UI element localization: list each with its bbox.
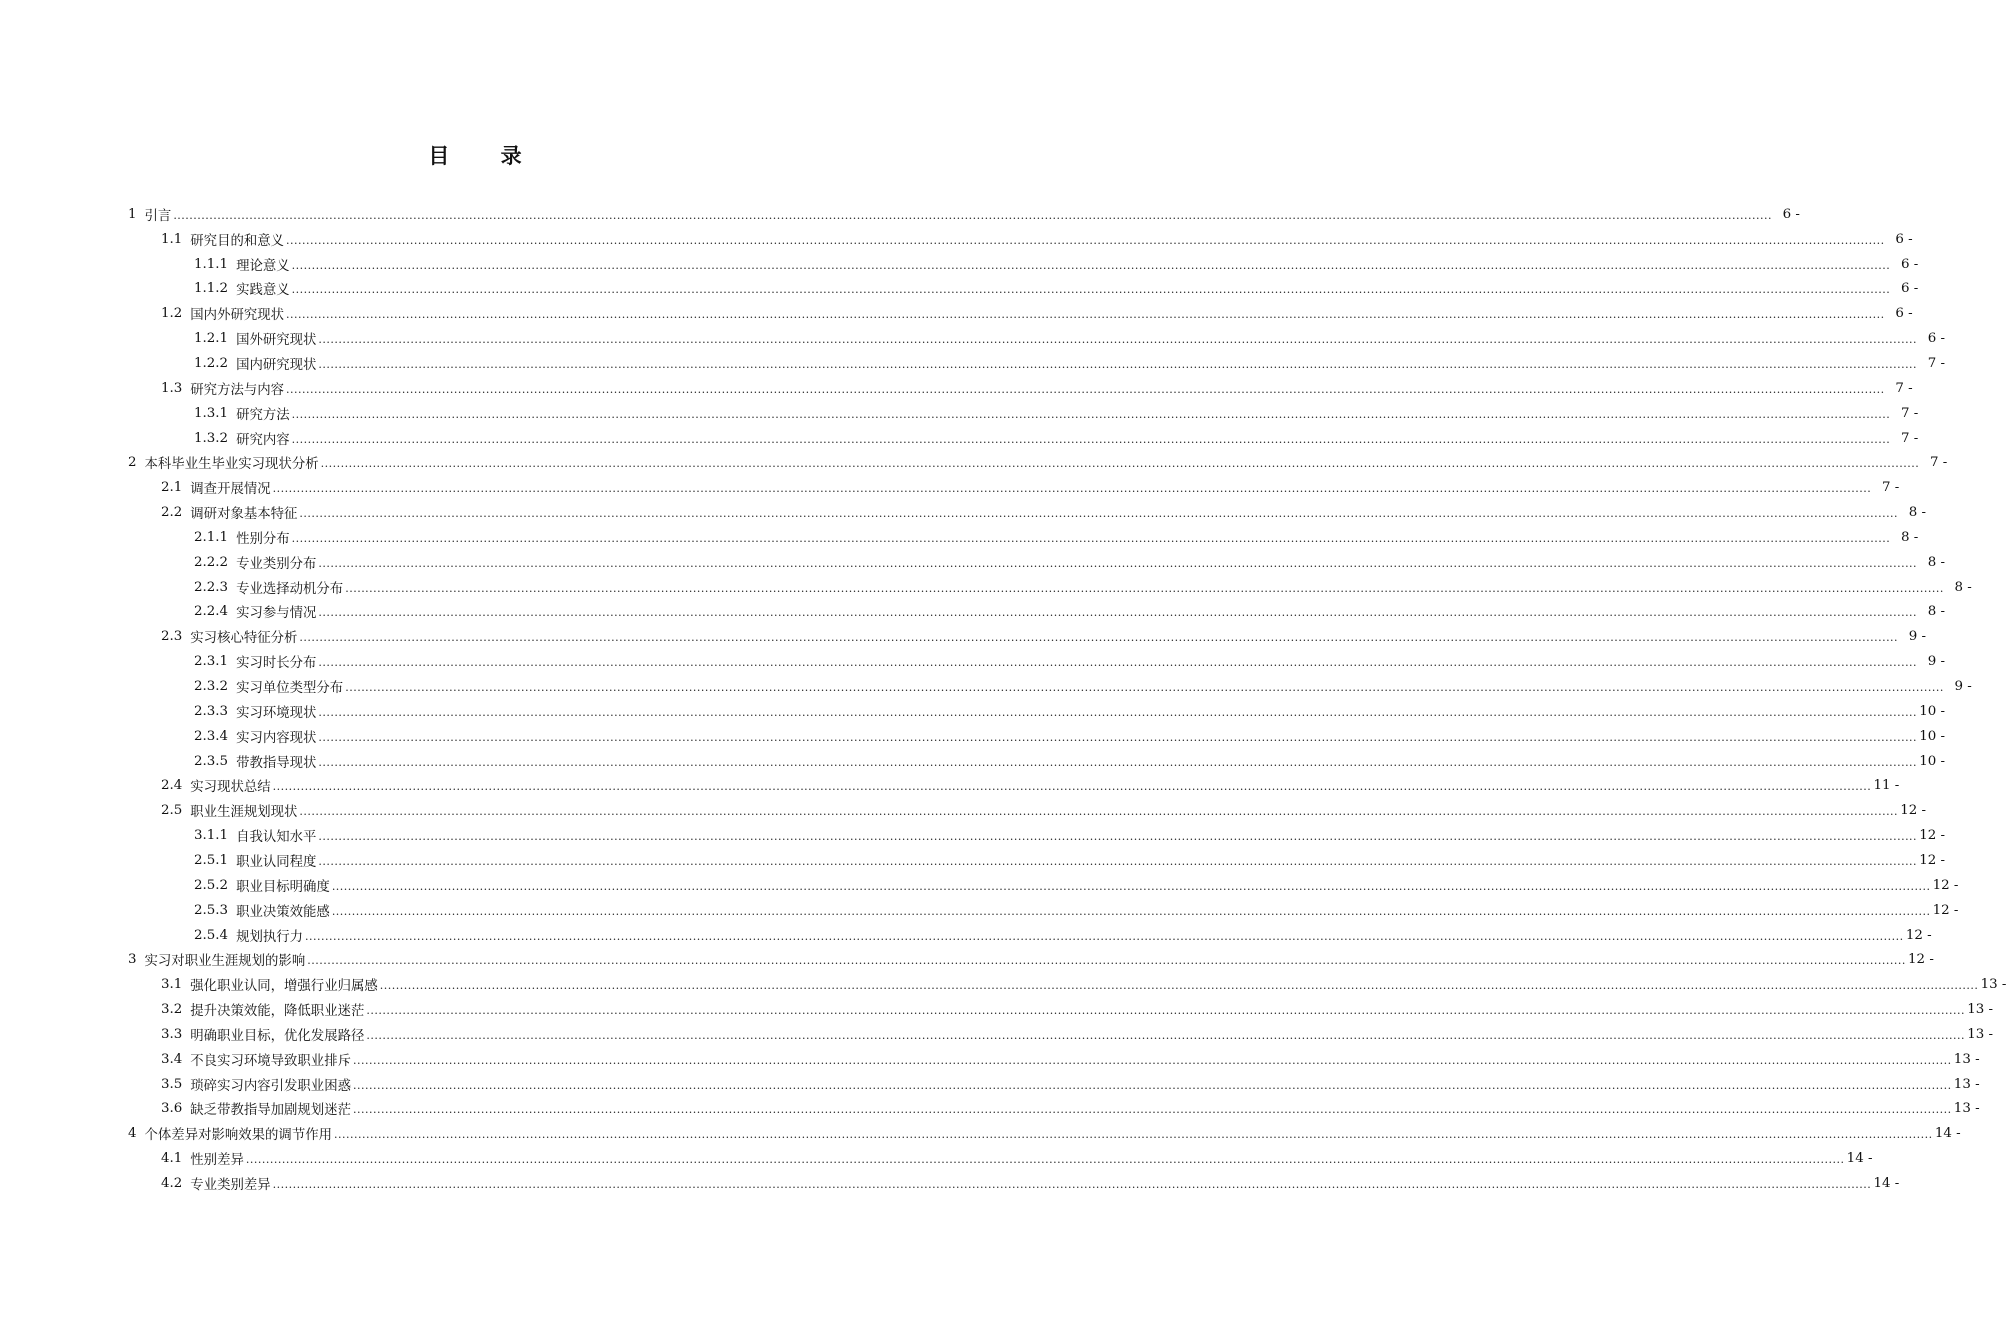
toc-entry[interactable]: [161, 376, 1913, 401]
toc-entry[interactable]: [161, 774, 1900, 799]
toc-dot-leader: ................................................................................................................................................................................................................................................................................................................................................................................................................: [299, 631, 1899, 645]
toc-entry-title: 明确职业目标，优化发展路径: [190, 1028, 365, 1044]
toc-dot-leader: ................................................................................................................................................................................................................................................................................................................................................................................................................: [272, 780, 1872, 794]
toc-entry[interactable]: [194, 923, 1932, 948]
toc-entry-number: 4: [128, 1126, 137, 1142]
toc-entry-number: 2.5: [161, 803, 183, 819]
toc-entry-page: 6 -: [1927, 331, 1946, 347]
toc-entry-page: 12 -: [1919, 852, 1946, 868]
toc-title: 目 录: [428, 144, 544, 168]
toc-entry-title: 职业目标明确度: [236, 879, 330, 895]
toc-dot-leader: ................................................................................................................................................................................................................................................................................................................................................................................................................: [291, 283, 1891, 297]
toc-entry-page: 12 -: [1932, 902, 1959, 918]
toc-entry-title: 国内外研究现状: [190, 308, 285, 324]
toc-dot-leader: ................................................................................................................................................................................................................................................................................................................................................................................................................: [299, 805, 1899, 819]
toc-entry[interactable]: [161, 475, 1900, 500]
toc-entry-number: 2.5.2: [194, 877, 229, 893]
toc-entry-title: 职业决策效能感: [236, 904, 330, 920]
toc-entry-page: 12 -: [1932, 877, 1959, 893]
toc-entry-title: 实习现状总结: [190, 780, 271, 796]
toc-entry-title: 实习参与情况: [236, 606, 317, 622]
toc-dot-leader: ................................................................................................................................................................................................................................................................................................................................................................................................................: [379, 979, 1979, 993]
toc-dot-leader: ................................................................................................................................................................................................................................................................................................................................................................................................................: [307, 954, 1906, 968]
toc-entry[interactable]: [161, 1171, 1900, 1196]
toc-entry-number: 1.2.2: [194, 355, 229, 371]
toc-dot-leader: ................................................................................................................................................................................................................................................................................................................................................................................................................: [366, 1028, 1966, 1042]
toc-entry-page: 8 -: [1900, 529, 1919, 545]
toc-entry-title: 性别分布: [236, 531, 290, 547]
toc-entry-number: 3: [128, 952, 137, 968]
toc-entry-title: 强化职业认同，增强行业归属感: [190, 979, 378, 995]
toc-entry-page: 9 -: [1954, 679, 1972, 695]
toc-entry-title: 调查开展情况: [190, 482, 271, 498]
toc-entry-title: 职业认同程度: [236, 854, 317, 870]
toc-entry-number: 2.3.2: [194, 679, 229, 695]
toc-entry-title: 本科毕业生毕业实习现状分析: [144, 457, 319, 473]
toc-entry[interactable]: [194, 873, 1959, 898]
toc-entry[interactable]: [194, 426, 1919, 451]
toc-entry-page: 14 -: [1934, 1126, 1961, 1142]
toc-entry[interactable]: [161, 798, 1927, 823]
toc-entry-number: 1.3.2: [194, 430, 229, 446]
toc-entry-title: 自我认知水平: [236, 830, 317, 846]
toc-entry-number: 3.4: [161, 1051, 183, 1067]
toc-entry-page: 6 -: [1895, 306, 1913, 322]
toc-entry-number: 2.4: [161, 778, 183, 794]
toc-entry-title: 专业选择动机分布: [236, 581, 344, 597]
toc-entry-number: 2.2: [161, 505, 183, 521]
toc-entry-page: 12 -: [1905, 927, 1932, 943]
toc-dot-leader: ................................................................................................................................................................................................................................................................................................................................................................................................................: [272, 1178, 1872, 1192]
toc-dot-leader: ................................................................................................................................................................................................................................................................................................................................................................................................................: [366, 1004, 1966, 1018]
toc-entry-page: 6 -: [1895, 231, 1913, 247]
toc-entry-page: 10 -: [1919, 728, 1946, 744]
toc-entry-title: 研究方法与内容: [190, 382, 285, 398]
toc-dot-leader: ................................................................................................................................................................................................................................................................................................................................................................................................................: [291, 432, 1891, 446]
toc-dot-leader: ................................................................................................................................................................................................................................................................................................................................................................................................................: [352, 1103, 1952, 1117]
toc-dot-leader: ................................................................................................................................................................................................................................................................................................................................................................................................................: [318, 854, 1918, 868]
toc-entry[interactable]: [194, 749, 1946, 774]
toc-entry-page: 13 -: [1953, 1101, 1980, 1117]
toc-entry-number: 3.1: [161, 977, 183, 993]
toc-entry[interactable]: [194, 351, 1946, 376]
toc-entry-page: 13 -: [1953, 1051, 1980, 1067]
toc-dot-leader: ................................................................................................................................................................................................................................................................................................................................................................................................................: [286, 308, 1885, 322]
toc-entry-page: 7 -: [1927, 355, 1946, 371]
toc-entry-number: 2.1: [161, 480, 183, 496]
toc-entry-number: 2.2.4: [194, 604, 229, 620]
toc-entry-number: 2.3.3: [194, 703, 229, 719]
toc-entry-number: 1.1.1: [194, 256, 229, 272]
toc-entry-number: 3.2: [161, 1002, 183, 1018]
toc-entry-title: 性别差异: [190, 1153, 244, 1169]
toc-entry-number: 3.1.1: [194, 828, 229, 844]
toc-entry[interactable]: [194, 724, 1946, 749]
toc-entry-page: 13 -: [1967, 1026, 1994, 1042]
toc-entry[interactable]: [194, 252, 1919, 277]
toc-entry-number: 1.1: [161, 231, 183, 247]
toc-entry-title: 研究方法: [236, 407, 290, 423]
toc-entry-title: 规划执行力: [236, 929, 304, 945]
toc-entry[interactable]: [194, 525, 1919, 550]
toc-entry-page: 7 -: [1881, 480, 1900, 496]
toc-dot-leader: ................................................................................................................................................................................................................................................................................................................................................................................................................: [318, 730, 1918, 744]
toc-entry-page: 8 -: [1908, 505, 1927, 521]
toc-entry-title: 调研对象基本特征: [190, 507, 298, 523]
toc-entry-title: 提升决策效能，降低职业迷茫: [190, 1004, 365, 1020]
toc-entry[interactable]: [161, 301, 1913, 326]
toc-entry-number: 2.3.1: [194, 654, 229, 670]
toc-dot-leader: ................................................................................................................................................................................................................................................................................................................................................................................................................: [291, 531, 1891, 545]
toc-entry-number: 1.1.2: [194, 281, 229, 297]
toc-entry-title: 专业类别差异: [190, 1178, 271, 1194]
toc-entry-page: 12 -: [1919, 828, 1946, 844]
toc-entry[interactable]: [161, 1146, 1873, 1171]
toc-dot-leader: ................................................................................................................................................................................................................................................................................................................................................................................................................: [345, 581, 1944, 595]
toc-entry-page: 7 -: [1900, 405, 1919, 421]
toc-dot-leader: ................................................................................................................................................................................................................................................................................................................................................................................................................: [331, 904, 1931, 918]
toc-entry[interactable]: [161, 997, 1994, 1022]
toc-dot-leader: ................................................................................................................................................................................................................................................................................................................................................................................................................: [318, 705, 1918, 719]
toc-entry-number: 2: [128, 455, 137, 471]
toc-entry[interactable]: [194, 550, 1946, 575]
toc-entry[interactable]: [128, 948, 1934, 973]
toc-dot-leader: ................................................................................................................................................................................................................................................................................................................................................................................................................: [318, 830, 1918, 844]
toc-entry-title: 实习核心特征分析: [190, 631, 298, 647]
toc-entry-number: 2.5.1: [194, 852, 229, 868]
toc-entry[interactable]: [194, 575, 1972, 600]
toc-entry-title: 不良实习环境导致职业排斥: [190, 1053, 351, 1069]
toc-entry-number: 1.3.1: [194, 405, 229, 421]
toc-entry-page: 8 -: [1927, 604, 1946, 620]
toc-entry-page: 8 -: [1927, 554, 1946, 570]
toc-dot-leader: ................................................................................................................................................................................................................................................................................................................................................................................................................: [345, 681, 1944, 695]
toc-entry-title: 实习环境现状: [236, 705, 317, 721]
toc-entry-number: 3.3: [161, 1026, 183, 1042]
toc-entry-number: 2.3.5: [194, 753, 229, 769]
toc-entry[interactable]: [194, 898, 1959, 923]
toc-entry[interactable]: [161, 1072, 1980, 1097]
toc-entry[interactable]: [194, 277, 1919, 302]
toc-entry-page: 14 -: [1873, 1176, 1900, 1192]
toc-dot-leader: ................................................................................................................................................................................................................................................................................................................................................................................................................: [320, 457, 1920, 471]
toc-dot-leader: ................................................................................................................................................................................................................................................................................................................................................................................................................: [305, 929, 1904, 943]
toc-entry-page: 6 -: [1900, 256, 1919, 272]
toc-entry-number: 2.2.3: [194, 579, 229, 595]
toc-entry-page: 10 -: [1919, 753, 1946, 769]
toc-entry-title: 国内研究现状: [236, 357, 317, 373]
toc-entry[interactable]: [194, 401, 1919, 426]
toc-entry[interactable]: [161, 227, 1913, 252]
toc-entry-number: 1.2: [161, 306, 183, 322]
toc-dot-leader: ................................................................................................................................................................................................................................................................................................................................................................................................................: [299, 507, 1899, 521]
toc-entry-number: 3.6: [161, 1101, 183, 1117]
toc-entry-number: 1.3: [161, 380, 183, 396]
toc-dot-leader: ................................................................................................................................................................................................................................................................................................................................................................................................................: [318, 357, 1918, 371]
toc-entry-number: 2.2.2: [194, 554, 229, 570]
toc-entry[interactable]: [194, 326, 1946, 351]
toc-entry-page: 8 -: [1954, 579, 1972, 595]
toc-entry-page: 13 -: [1967, 1002, 1994, 1018]
toc-entry-page: 6 -: [1900, 281, 1919, 297]
toc-entry-title: 专业类别分布: [236, 556, 317, 572]
toc-entry-number: 1: [128, 206, 137, 222]
toc-entry-page: 10 -: [1919, 703, 1946, 719]
toc-entry[interactable]: [194, 848, 1946, 873]
toc-entry-title: 缺乏带教指导加剧规划迷茫: [190, 1103, 351, 1119]
toc-entry-number: 2.3: [161, 629, 183, 645]
toc-entry[interactable]: [161, 972, 2006, 997]
toc-entry[interactable]: [161, 624, 1927, 649]
toc-entry-page: 11 -: [1873, 778, 1900, 794]
toc-entry-page: 6 -: [1782, 206, 1800, 222]
toc-entry-page: 12 -: [1908, 952, 1934, 968]
toc-entry-title: 理论意义: [236, 258, 290, 274]
toc-entry-page: 13 -: [1953, 1076, 1980, 1092]
toc-entry-page: 14 -: [1846, 1151, 1873, 1167]
toc-entry[interactable]: [161, 1022, 1994, 1047]
toc-dot-leader: ................................................................................................................................................................................................................................................................................................................................................................................................................: [291, 407, 1891, 421]
toc-entry-number: 1.2.1: [194, 331, 229, 347]
toc-entry-title: 研究内容: [236, 432, 290, 448]
toc-dot-leader: ................................................................................................................................................................................................................................................................................................................................................................................................................: [286, 233, 1885, 247]
toc-dot-leader: ................................................................................................................................................................................................................................................................................................................................................................................................................: [318, 656, 1918, 670]
toc-entry[interactable]: [128, 202, 1800, 227]
toc-entry[interactable]: [161, 1047, 1980, 1072]
toc-entry-title: 实习时长分布: [236, 656, 317, 672]
toc-dot-leader: ................................................................................................................................................................................................................................................................................................................................................................................................................: [272, 482, 1872, 496]
toc-dot-leader: ................................................................................................................................................................................................................................................................................................................................................................................................................: [318, 333, 1918, 347]
toc-entry-number: 2.5.4: [194, 927, 229, 943]
toc-entry-title: 实践意义: [236, 283, 290, 299]
toc-dot-leader: ................................................................................................................................................................................................................................................................................................................................................................................................................: [352, 1078, 1952, 1092]
toc-entry[interactable]: [161, 1097, 1980, 1122]
toc-entry-page: 9 -: [1927, 654, 1946, 670]
toc-entry-number: 4.2: [161, 1176, 183, 1192]
toc-entry-number: 4.1: [161, 1151, 183, 1167]
toc-entry[interactable]: [194, 600, 1946, 625]
toc-entry-number: 2.5.3: [194, 902, 229, 918]
toc-entry-title: 国外研究现状: [236, 333, 317, 349]
toc-entry-title: 引言: [144, 208, 172, 224]
toc-dot-leader: ................................................................................................................................................................................................................................................................................................................................................................................................................: [334, 1128, 1933, 1142]
toc-entry-title: 研究目的和意义: [190, 233, 285, 249]
toc-entry-page: 7 -: [1895, 380, 1913, 396]
toc-entry-page: 12 -: [1900, 803, 1927, 819]
toc-dot-leader: ................................................................................................................................................................................................................................................................................................................................................................................................................: [245, 1153, 1845, 1167]
toc-entry-page: 7 -: [1929, 455, 1948, 471]
toc-entry-number: 2.1.1: [194, 529, 229, 545]
toc-entry-title: 职业生涯规划现状: [190, 805, 298, 821]
toc-entry[interactable]: [194, 699, 1946, 724]
toc-entry-page: 9 -: [1908, 629, 1927, 645]
toc-dot-leader: ................................................................................................................................................................................................................................................................................................................................................................................................................: [318, 556, 1918, 570]
toc-entry-title: 实习内容现状: [236, 730, 317, 746]
toc-entry[interactable]: [128, 451, 1948, 476]
toc-entry[interactable]: [161, 500, 1927, 525]
toc-entry-number: 3.5: [161, 1076, 183, 1092]
toc-dot-leader: ................................................................................................................................................................................................................................................................................................................................................................................................................: [173, 208, 1772, 222]
toc-entry-number: 2.3.4: [194, 728, 229, 744]
toc-entry-title: 琐碎实习内容引发职业困惑: [190, 1078, 351, 1094]
toc-entry-title: 实习单位类型分布: [236, 681, 344, 697]
toc-entry-title: 个体差异对影响效果的调节作用: [144, 1128, 332, 1144]
toc-entry-title: 实习对职业生涯规划的影响: [144, 954, 306, 970]
toc-entry-title: 带教指导现状: [236, 755, 317, 771]
toc-dot-leader: ................................................................................................................................................................................................................................................................................................................................................................................................................: [286, 382, 1885, 396]
toc-entry[interactable]: [128, 1121, 1961, 1146]
toc-entry[interactable]: [194, 674, 1972, 699]
toc-dot-leader: ................................................................................................................................................................................................................................................................................................................................................................................................................: [352, 1053, 1952, 1067]
toc-dot-leader: ................................................................................................................................................................................................................................................................................................................................................................................................................: [291, 258, 1891, 272]
toc-dot-leader: ................................................................................................................................................................................................................................................................................................................................................................................................................: [318, 755, 1918, 769]
toc-entry-page: 7 -: [1900, 430, 1919, 446]
toc-dot-leader: ................................................................................................................................................................................................................................................................................................................................................................................................................: [318, 606, 1918, 620]
toc-dot-leader: ................................................................................................................................................................................................................................................................................................................................................................................................................: [331, 879, 1931, 893]
toc-entry[interactable]: [194, 823, 1946, 848]
toc-entry[interactable]: [194, 649, 1946, 674]
toc-entry-page: 13 -: [1980, 977, 2006, 993]
